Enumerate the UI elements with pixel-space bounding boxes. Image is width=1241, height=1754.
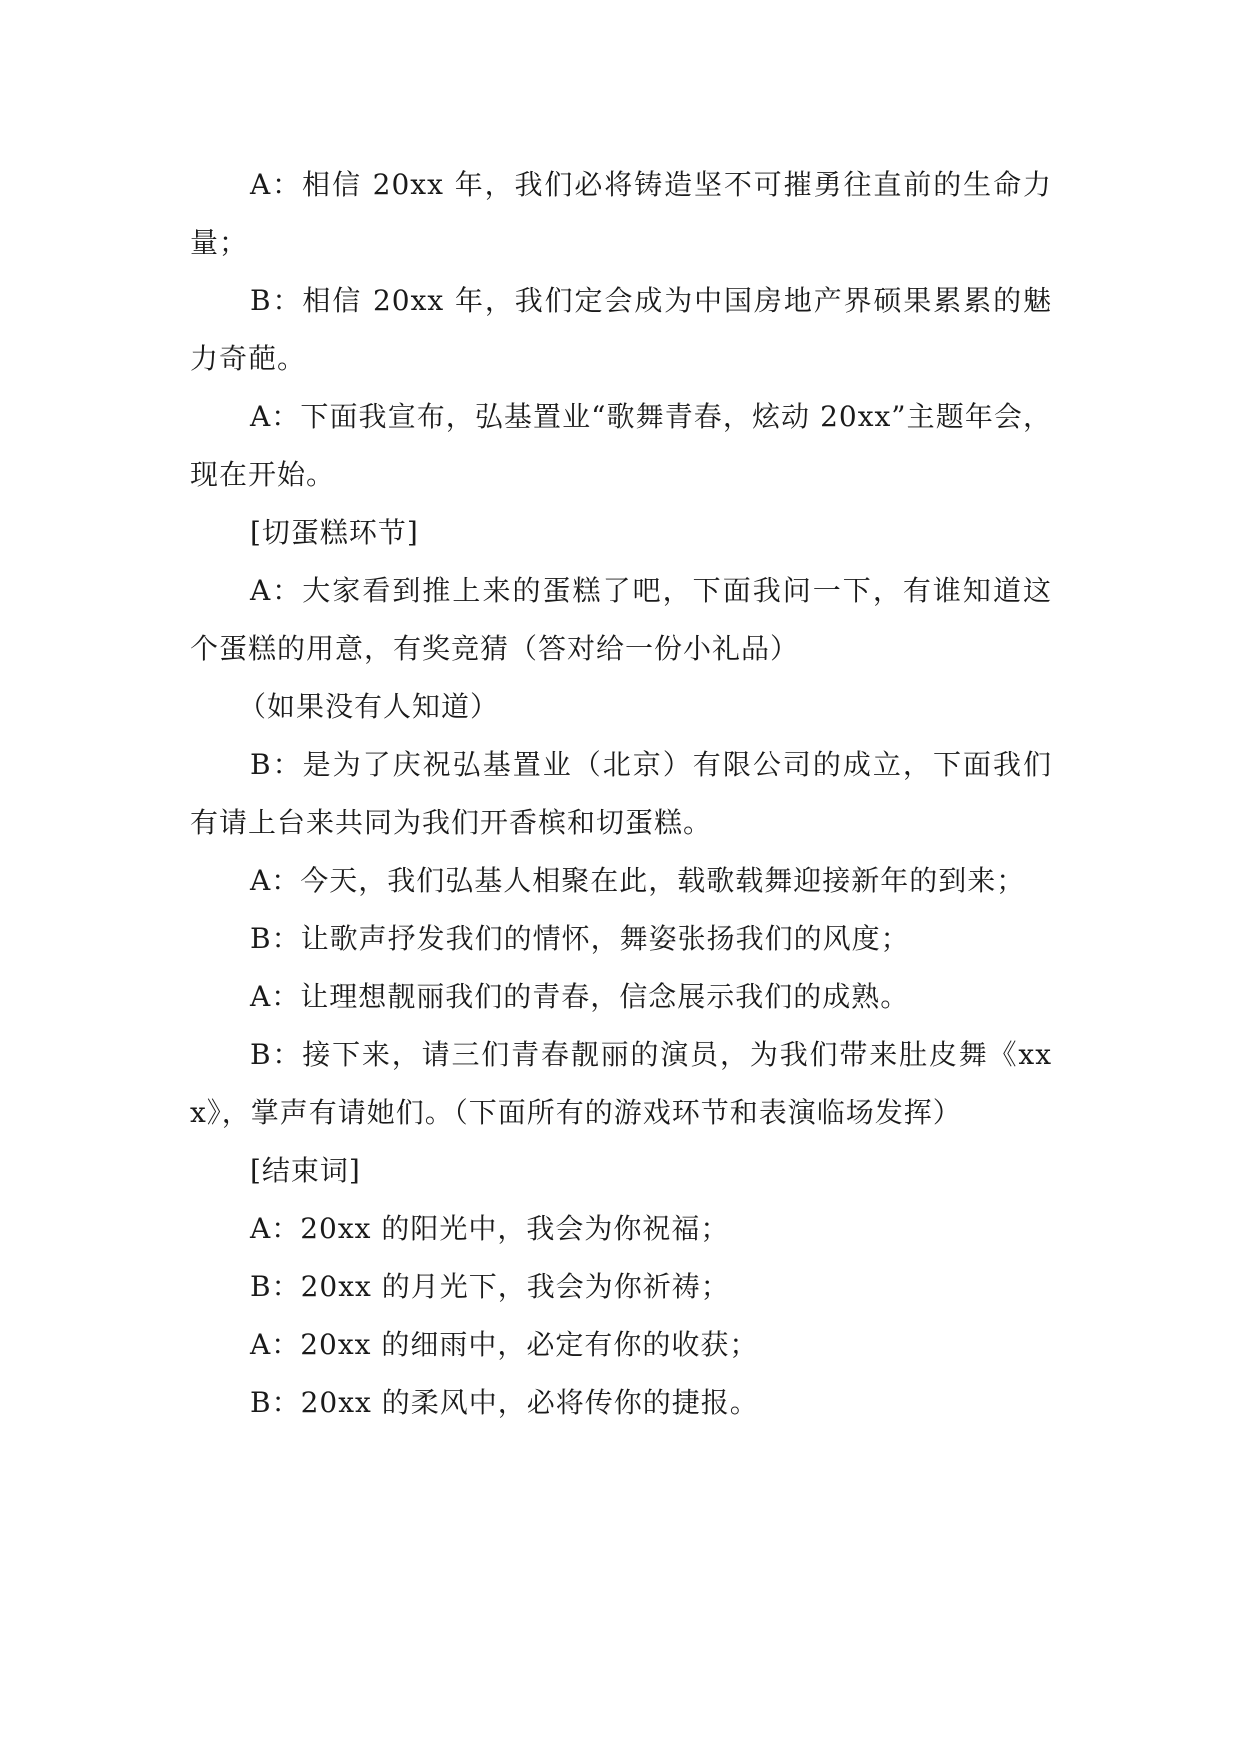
paragraph: B：是为了庆祝弘基置业（北京）有限公司的成立，下面我们有请上台来共同为我们开香槟和切蛋糕。 bbox=[190, 748, 1052, 839]
document-body bbox=[190, 156, 1052, 1432]
section-heading: [切蛋糕环节] bbox=[250, 516, 419, 549]
paragraph: A：大家看到推上来的蛋糕了吧，下面我问一下，有谁知道这个蛋糕的用意，有奖竞猜（答对给一份小礼品） bbox=[190, 574, 1052, 665]
paragraph: A：让理想靓丽我们的青春，信念展示我们的成熟。 bbox=[250, 980, 910, 1013]
paragraph: A：20xx 的阳光中，我会为你祝福； bbox=[250, 1212, 730, 1245]
paragraph: A：20xx 的细雨中，必定有你的收获； bbox=[250, 1328, 759, 1361]
stage-note: （如果没有人知道） bbox=[238, 690, 500, 723]
paragraph: B：接下来，请三们青春靓丽的演员，为我们带来肚皮舞《xxx》，掌声有请她们。（下面所有的游戏环节和表演临场发挥） bbox=[190, 1038, 1052, 1129]
section-heading: [结束词] bbox=[250, 1154, 361, 1187]
paragraph: A：今天，我们弘基人相聚在此，载歌载舞迎接新年的到来； bbox=[250, 864, 1026, 897]
paragraph: B：让歌声抒发我们的情怀，舞姿张扬我们的风度； bbox=[250, 922, 910, 955]
paragraph: A：下面我宣布，弘基置业“歌舞青春，炫动 20xx”主题年会，现在开始。 bbox=[190, 400, 1052, 491]
paragraph: A：相信 20xx 年，我们必将铸造坚不可摧勇往直前的生命力量； bbox=[190, 168, 1052, 259]
paragraph: B：相信 20xx 年，我们定会成为中国房地产界硕果累累的魅力奇葩。 bbox=[190, 284, 1052, 375]
paragraph: B：20xx 的月光下，我会为你祈祷； bbox=[250, 1270, 730, 1303]
paragraph: B：20xx 的柔风中，必将传你的捷报。 bbox=[250, 1386, 759, 1419]
